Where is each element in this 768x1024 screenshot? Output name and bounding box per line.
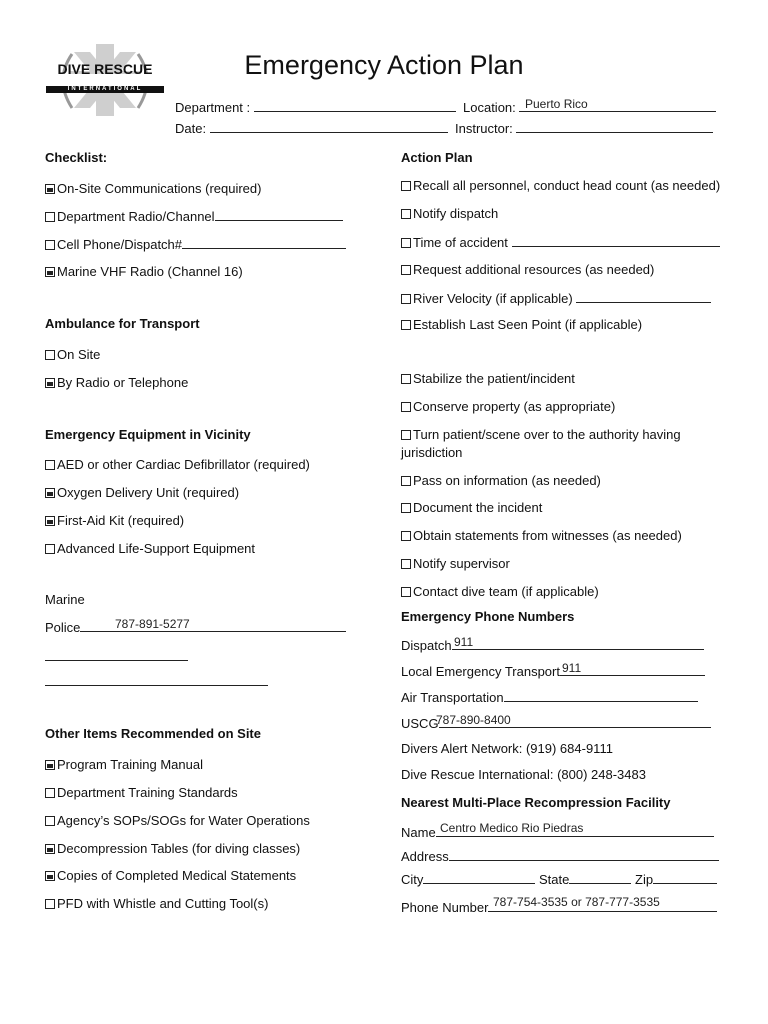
logo-text: DIVE RESCUE [57,61,153,77]
action-item[interactable]: Conserve property (as appropriate) [401,399,615,415]
action-item[interactable]: Document the incident [401,500,542,516]
checkbox-icon[interactable] [401,238,411,248]
checkbox-icon[interactable] [45,788,55,798]
action-item[interactable]: Pass on information (as needed) [401,473,601,489]
instructor-label: Instructor: [455,121,513,136]
dispatch-row [401,637,704,654]
police-row [45,619,346,636]
other-item[interactable]: PFD with Whistle and Cutting Tool(s) [45,896,268,912]
equipment-item[interactable]: AED or other Cardiac Defibrillator (required) [45,457,310,473]
recompression-heading: Nearest Multi-Place Recompression Facility [401,795,671,810]
river-velocity-field[interactable] [576,290,711,303]
equipment-item[interactable]: First-Aid Kit (required) [45,513,184,529]
local-transport-row [401,663,705,680]
checkbox-icon[interactable] [401,402,411,412]
checklist-item[interactable]: Cell Phone/Dispatch# [45,236,346,253]
checkbox-icon[interactable] [401,430,411,440]
checkbox-icon[interactable] [401,476,411,486]
other-item[interactable]: Copies of Completed Medical Statements [45,868,296,884]
checkbox-icon[interactable] [401,294,411,304]
action-item[interactable]: Turn patient/scene over to the authority having [401,427,681,443]
other-item[interactable]: Program Training Manual [45,757,203,773]
dri-phone: Dive Rescue International: (800) 248-3483 [401,767,646,782]
checkbox-icon[interactable] [401,209,411,219]
checklist-item[interactable]: Department Radio/Channel [45,208,343,225]
location-label: Location: [463,100,516,115]
checkbox-icon[interactable] [401,559,411,569]
city-label: City [401,872,424,887]
location-row [463,99,716,116]
equipment-item[interactable]: Advanced Life-Support Equipment [45,541,255,557]
action-item[interactable]: Obtain statements from witnesses (as needed) [401,528,682,544]
air-transport-field[interactable] [504,689,698,702]
local-transport-field[interactable] [560,663,705,676]
checkbox-checked-icon[interactable] [45,871,55,881]
checkbox-icon[interactable] [401,374,411,384]
local-transport-value: 911 [562,661,582,675]
cell-dispatch-field[interactable] [182,236,346,249]
zip-label: Zip [635,872,654,887]
ambulance-heading: Ambulance for Transport [45,316,200,331]
action-item[interactable]: River Velocity (if applicable) [401,290,711,307]
dispatch-field[interactable] [452,637,704,650]
action-item[interactable]: Time of accident [401,234,720,251]
checklist-item[interactable]: Marine VHF Radio (Channel 16) [45,264,243,280]
equipment-heading: Emergency Equipment in Vicinity [45,427,251,442]
police-label: Police [45,620,81,635]
checkbox-icon[interactable] [45,544,55,554]
checkbox-icon[interactable] [45,350,55,360]
checkbox-icon[interactable] [401,265,411,275]
blank-line[interactable] [45,660,188,661]
department-row [175,99,456,116]
checkbox-icon[interactable] [401,503,411,513]
action-item-continuation: jurisdiction [401,445,463,460]
logo-subtext: INTERNATIONAL [67,86,143,92]
checkbox-icon[interactable] [401,587,411,597]
state-label: State [539,872,570,887]
date-field[interactable] [210,120,448,133]
air-transport-label: Air Transportation [401,690,504,705]
checkbox-icon[interactable] [45,240,55,250]
instructor-field[interactable] [516,120,713,133]
equipment-item[interactable]: Oxygen Delivery Unit (required) [45,485,239,501]
dispatch-value: 911 [454,635,474,649]
checkbox-checked-icon[interactable] [45,516,55,526]
action-item[interactable]: Notify supervisor [401,556,510,572]
checklist-heading: Checklist: [45,150,108,165]
checkbox-checked-icon[interactable] [45,760,55,770]
instructor-row [455,120,713,137]
checkbox-icon[interactable] [401,181,411,191]
action-item[interactable]: Establish Last Seen Point (if applicable) [401,317,642,333]
checklist-item[interactable]: On-Site Communications (required) [45,181,261,197]
other-item[interactable]: Agency’s SOPs/SOGs for Water Operations [45,813,310,829]
action-item[interactable]: Stabilize the patient/incident [401,371,575,387]
checkbox-icon[interactable] [401,320,411,330]
department-field[interactable] [254,99,456,112]
air-transport-row [401,689,698,706]
address-row [401,848,719,865]
location-value: Puerto Rico [525,97,588,111]
action-item[interactable]: Contact dive team (if applicable) [401,584,599,600]
other-item[interactable]: Department Training Standards [45,785,238,801]
action-item[interactable]: Notify dispatch [401,206,498,222]
checkbox-icon[interactable] [45,816,55,826]
checkbox-checked-icon[interactable] [45,184,55,194]
address-field[interactable] [449,848,719,861]
checkbox-checked-icon[interactable] [45,267,55,277]
blank-line[interactable] [45,685,268,686]
facility-name-value: Centro Medico Rio Piedras [440,821,584,835]
department-label: Department : [175,100,251,115]
checkbox-icon[interactable] [45,212,55,222]
uscg-value: 787-890-8400 [436,713,511,727]
phone-number-value: 787-754-3535 or 787-777-3535 [493,895,660,909]
facility-name-label: Name [401,825,436,840]
date-label: Date: [175,121,207,136]
dan-phone: Divers Alert Network: (919) 684-9111 [401,741,613,756]
state-field[interactable] [569,871,631,884]
uscg-label: USCG [401,716,439,731]
checkbox-icon[interactable] [401,531,411,541]
action-item[interactable]: Request additional resources (as needed) [401,262,654,278]
other-items-heading: Other Items Recommended on Site [45,726,261,741]
date-row [175,120,448,137]
local-transport-label: Local Emergency Transport [401,664,560,679]
checkbox-checked-icon[interactable] [45,378,55,388]
time-of-accident-field[interactable] [512,234,720,247]
phone-numbers-heading: Emergency Phone Numbers [401,609,575,624]
dispatch-label: Dispatch [401,638,452,653]
city-state-zip-row [401,871,717,888]
other-item[interactable]: Decompression Tables (for diving classes) [45,841,300,857]
phone-number-label: Phone Number [401,900,489,915]
radio-channel-field[interactable] [215,208,343,221]
checkbox-checked-icon[interactable] [45,488,55,498]
page-title: Emergency Action Plan [244,50,524,80]
ambulance-item[interactable]: By Radio or Telephone [45,375,188,391]
zip-field[interactable] [653,871,717,884]
marine-label: Marine [45,592,85,607]
city-field[interactable] [423,871,535,884]
ambulance-item[interactable]: On Site [45,347,100,363]
police-value: 787-891-5277 [115,617,190,631]
checkbox-icon[interactable] [45,899,55,909]
checkbox-icon[interactable] [45,460,55,470]
action-plan-heading: Action Plan [401,150,473,165]
checkbox-checked-icon[interactable] [45,844,55,854]
action-item[interactable]: Recall all personnel, conduct head count (as needed) [401,178,720,194]
address-label: Address [401,849,449,864]
